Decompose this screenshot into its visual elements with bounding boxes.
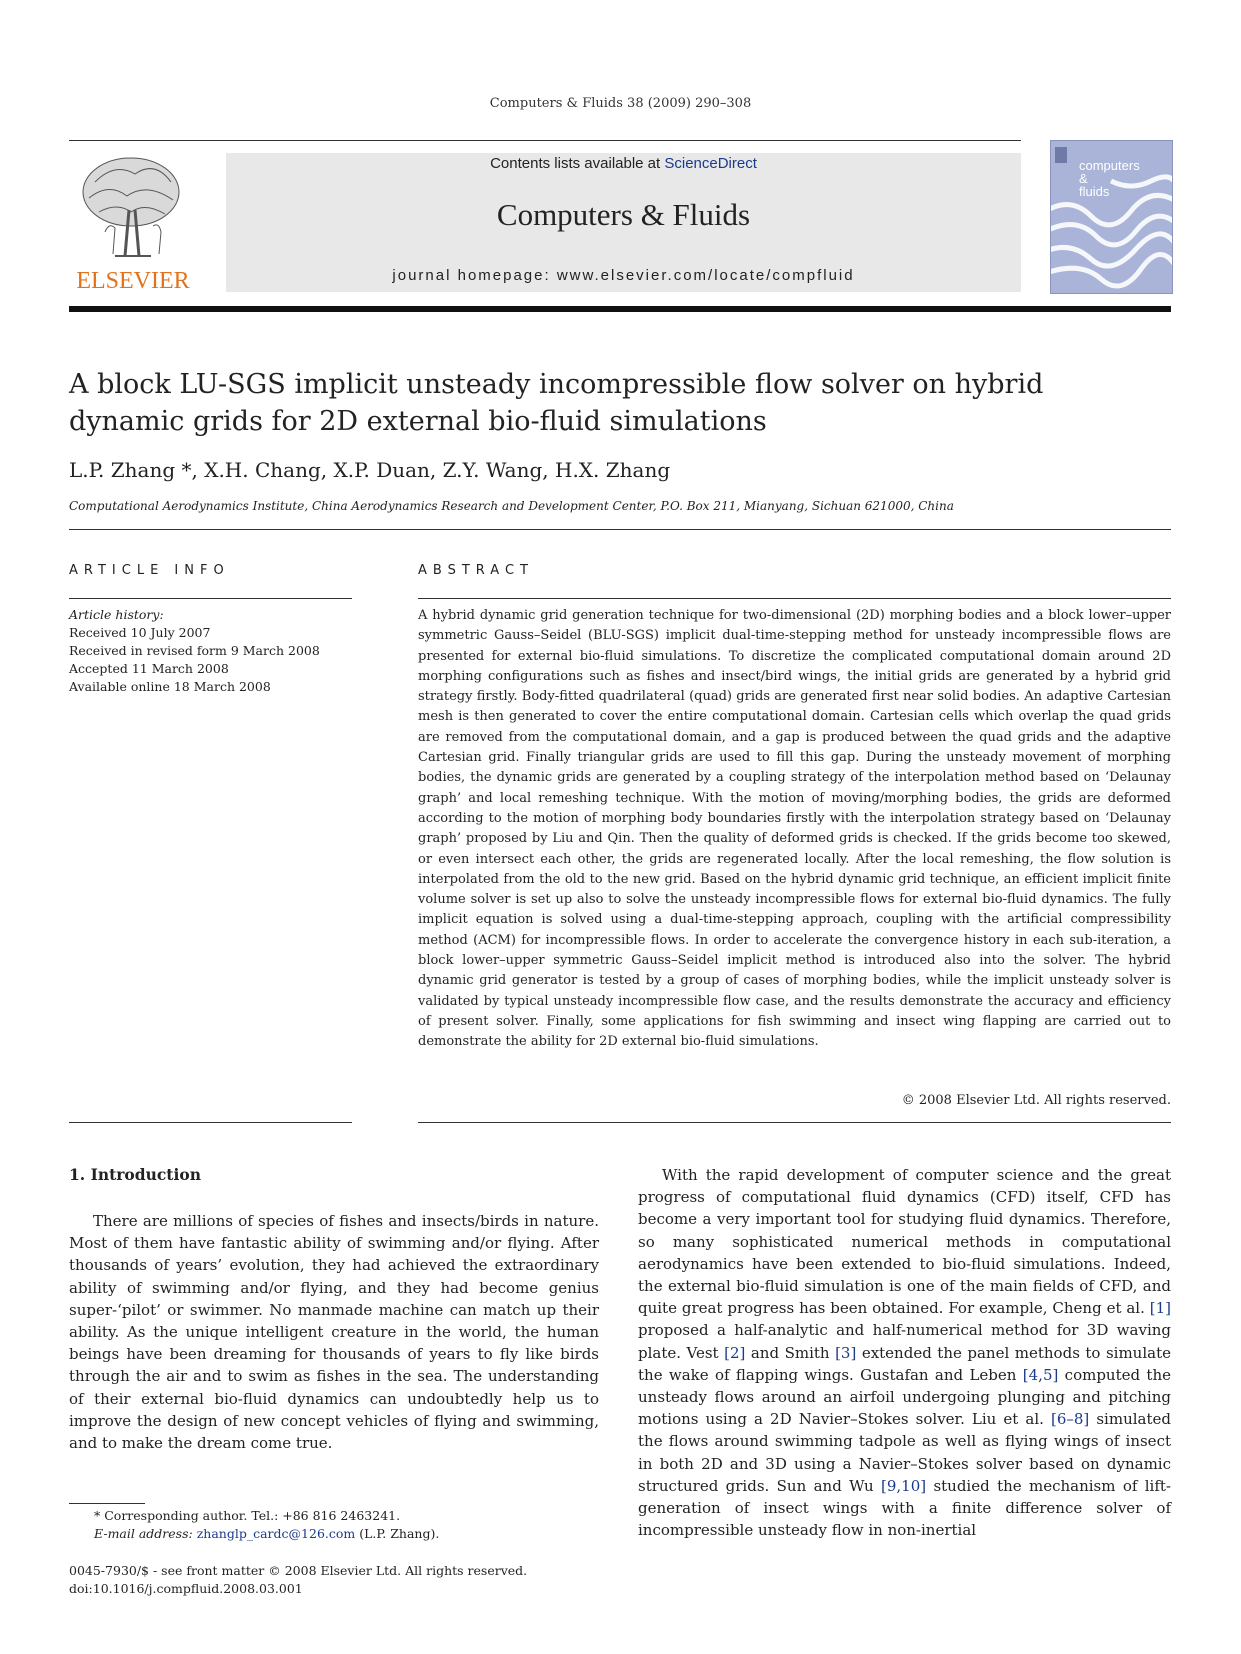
- elsevier-tree-icon: [75, 152, 187, 264]
- author-list[interactable]: L.P. Zhang *, X.H. Chang, X.P. Duan, Z.Y. Wang, H.X. Zhang: [69, 458, 671, 482]
- intro-paragraph-2: With the rapid development of computer science and the great progress of computational fluid dynamics (CFD) itself, CFD has become a very important tool for studying fluid dynamics. Therefore, so many sophisticated numerical methods in computational aerodynamics have been extended to bio-fluid simulations. Indeed, the external bio-fluid simulation is one of the main fields of CFD, and quite great progress has been obtained. For example, Cheng et al. [1] proposed a half-analytic and half-numerical method for 3D waving plate. Vest [2] and Smith [3] extended the panel methods to simulate the wake of flapping wings. Gustafan and Leben [4,5] computed the unsteady flows around an airfoil undergoing plunging and pitching motions using a 2D Navier–Stokes solver. Liu et al. [6–8] simulated the flows around swimming tadpole as well as flying wings of insect in both 2D and 3D using a Navier–Stokes solver based on dynamic structured grids. Sun and Wu [9,10] studied the mechanism of lift-generation of insect wings with a finite difference solver of incompressible unsteady flow in non-inertial: [638, 1166, 1172, 1540]
- history-revised: Received in revised form 9 March 2008: [69, 643, 320, 658]
- abstract-heading: ABSTRACT: [418, 563, 534, 578]
- journal-banner: [226, 153, 1021, 292]
- intro-left-column: [69, 1210, 599, 1454]
- intro-right-column: [638, 1164, 1171, 1541]
- article-info-heading: ARTICLE INFO: [69, 563, 230, 578]
- history-label: Article history:: [69, 607, 164, 622]
- issn-doi-block: [69, 1562, 527, 1598]
- history-accepted: Accepted 11 March 2008: [69, 661, 229, 676]
- journal-title: Computers & Fluids: [496, 197, 751, 232]
- history-online: Available online 18 March 2008: [69, 679, 271, 694]
- citation-link[interactable]: [3]: [835, 1343, 857, 1362]
- intro-paragraph-1: There are millions of species of fishes and insects/birds in nature. Most of them have fantastic ability of swimming and/or flying. After thousands of years’ evolution, they had achieved the extraordinary ability of swimming and/or flying, and they had become genius super-‘pilot’ or swimmer. No manmade machine can match up their ability. As the unique intelligent creature in the world, the human beings have been dreaming for thousands of years to fly like birds through the air and to swim as fishes in the sea. The understanding of their external bio-fluid dynamics can undoubtedly help us to improve the design of new concept vehicles of flying and swimming, and to make the dream come true.: [69, 1212, 599, 1453]
- article-title: A block LU-SGS implicit unsteady incompressible flow solver on hybrid dynamic grids for 2D external bio-fluid simulations: [69, 369, 1044, 437]
- affiliation: Computational Aerodynamics Institute, China Aerodynamics Research and Development Center, P.O. Box 211, Mianyang, Sichuan 621000, China: [69, 499, 954, 513]
- masthead-thick-rule: [69, 306, 1171, 312]
- citation-link[interactable]: [1]: [1149, 1299, 1171, 1318]
- abstract-rule: [418, 598, 1171, 599]
- elsevier-logo[interactable]: [69, 150, 197, 295]
- abstract-text: A hybrid dynamic grid generation technique for two-dimensional (2D) morphing bodies and a block lower–upper symmetric Gauss–Seidel (BLU-SGS) implicit dual-time-stepping method for unsteady incompressible flows are presented for external bio-fluid simulations. To discretize the complicated computational domain around 2D morphing configurations such as fishes and insect/bird wings, the initial grids are generated by a hybrid grid strategy firstly. Body-fitted quadrilateral (quad) grids are generated first near solid bodies. An adaptive Cartesian mesh is then generated to cover the entire computational domain. Cartesian cells which overlap the quad grids are removed from the computational domain, and a gap is produced between the quad grids and the adaptive Cartesian grid. Finally triangular grids are used to fill this gap. During the unsteady movement of morphing bodies, the dynamic grids are generated by a coupling strategy of the interpolation method based on ‘Delaunay graph’ and local remeshing technique. With the motion of moving/morphing bodies, the grids are deformed according to the motion of morphing body boundaries firstly with the interpolation strategy based on ‘Delaunay graph’ proposed by Liu and Qin. Then the quality of deformed grids is checked. If the grids become too skewed, or even intersect each other, the grids are regenerated locally. After the local remeshing, the flow solution is interpolated from the old to the new grid. Based on the hybrid dynamic grid technique, an efficient implicit finite volume solver is set up also to solve the unsteady incompressible flows for external bio-fluid dynamics. The fully implicit equation is solved using a dual-time-stepping approach, coupling with the artificial compressibility method (ACM) for incompressible flows. In order to accelerate the convergence history in each sub-iteration, a block lower–upper symmetric Gauss–Seidel implicit method is introduced also into the solver. The hybrid dynamic grid generator is tested by a group of cases of morphing bodies, while the implicit unsteady solver is validated by typical unsteady incompressible flow case, and the results demonstrate the accuracy and efficiency of present solver. Finally, some applications for fish swimming and insect wing flapping are carried out to demonstrate the ability for 2D external bio-fluid simulations.: [418, 608, 1171, 1050]
- history-received: Received 10 July 2007: [69, 625, 211, 640]
- email-link[interactable]: zhanglp_cardc@126.com: [196, 1526, 356, 1541]
- sciencedirect-link[interactable]: ScienceDirect: [664, 155, 757, 172]
- running-head: Computers & Fluids 38 (2009) 290–308: [489, 96, 752, 111]
- doi-link[interactable]: doi:10.1016/j.compfluid.2008.03.001: [69, 1581, 303, 1596]
- email-line: E-mail address: zhanglp_cardc@126.com (L.P. Zhang).: [94, 1526, 440, 1541]
- article-history: [69, 606, 349, 696]
- affiliation-rule: [69, 529, 1171, 530]
- header-rule: [69, 140, 1021, 141]
- section-heading-introduction: 1. Introduction: [69, 1165, 201, 1184]
- citation-link[interactable]: [2]: [724, 1343, 746, 1362]
- corresponding-author-note: * Corresponding author. Tel.: +86 816 2463241.: [94, 1508, 401, 1523]
- cover-title: computers & fluids: [1079, 158, 1140, 199]
- citation-link[interactable]: [9,10]: [880, 1476, 927, 1495]
- contents-prefix: Contents lists available at: [490, 155, 665, 172]
- issn-line: 0045-7930/$ - see front matter © 2008 Elsevier Ltd. All rights reserved.: [69, 1563, 528, 1578]
- citation-link[interactable]: [4,5]: [1022, 1365, 1059, 1384]
- journal-homepage[interactable]: journal homepage: www.elsevier.com/locate/compfluid: [392, 267, 855, 284]
- footnote: [69, 1507, 589, 1543]
- footnote-rule: [69, 1503, 145, 1504]
- article-info-bottom-rule: [69, 1122, 352, 1123]
- article-info-rule: [69, 598, 352, 599]
- abstract-copyright: © 2008 Elsevier Ltd. All rights reserved.: [901, 1093, 1171, 1108]
- elsevier-wordmark: ELSEVIER: [76, 268, 190, 294]
- contents-line: [226, 153, 1021, 172]
- citation-link[interactable]: [6–8]: [1050, 1410, 1090, 1429]
- abstract-bottom-rule: [418, 1122, 1171, 1123]
- journal-cover-image[interactable]: [1050, 140, 1173, 294]
